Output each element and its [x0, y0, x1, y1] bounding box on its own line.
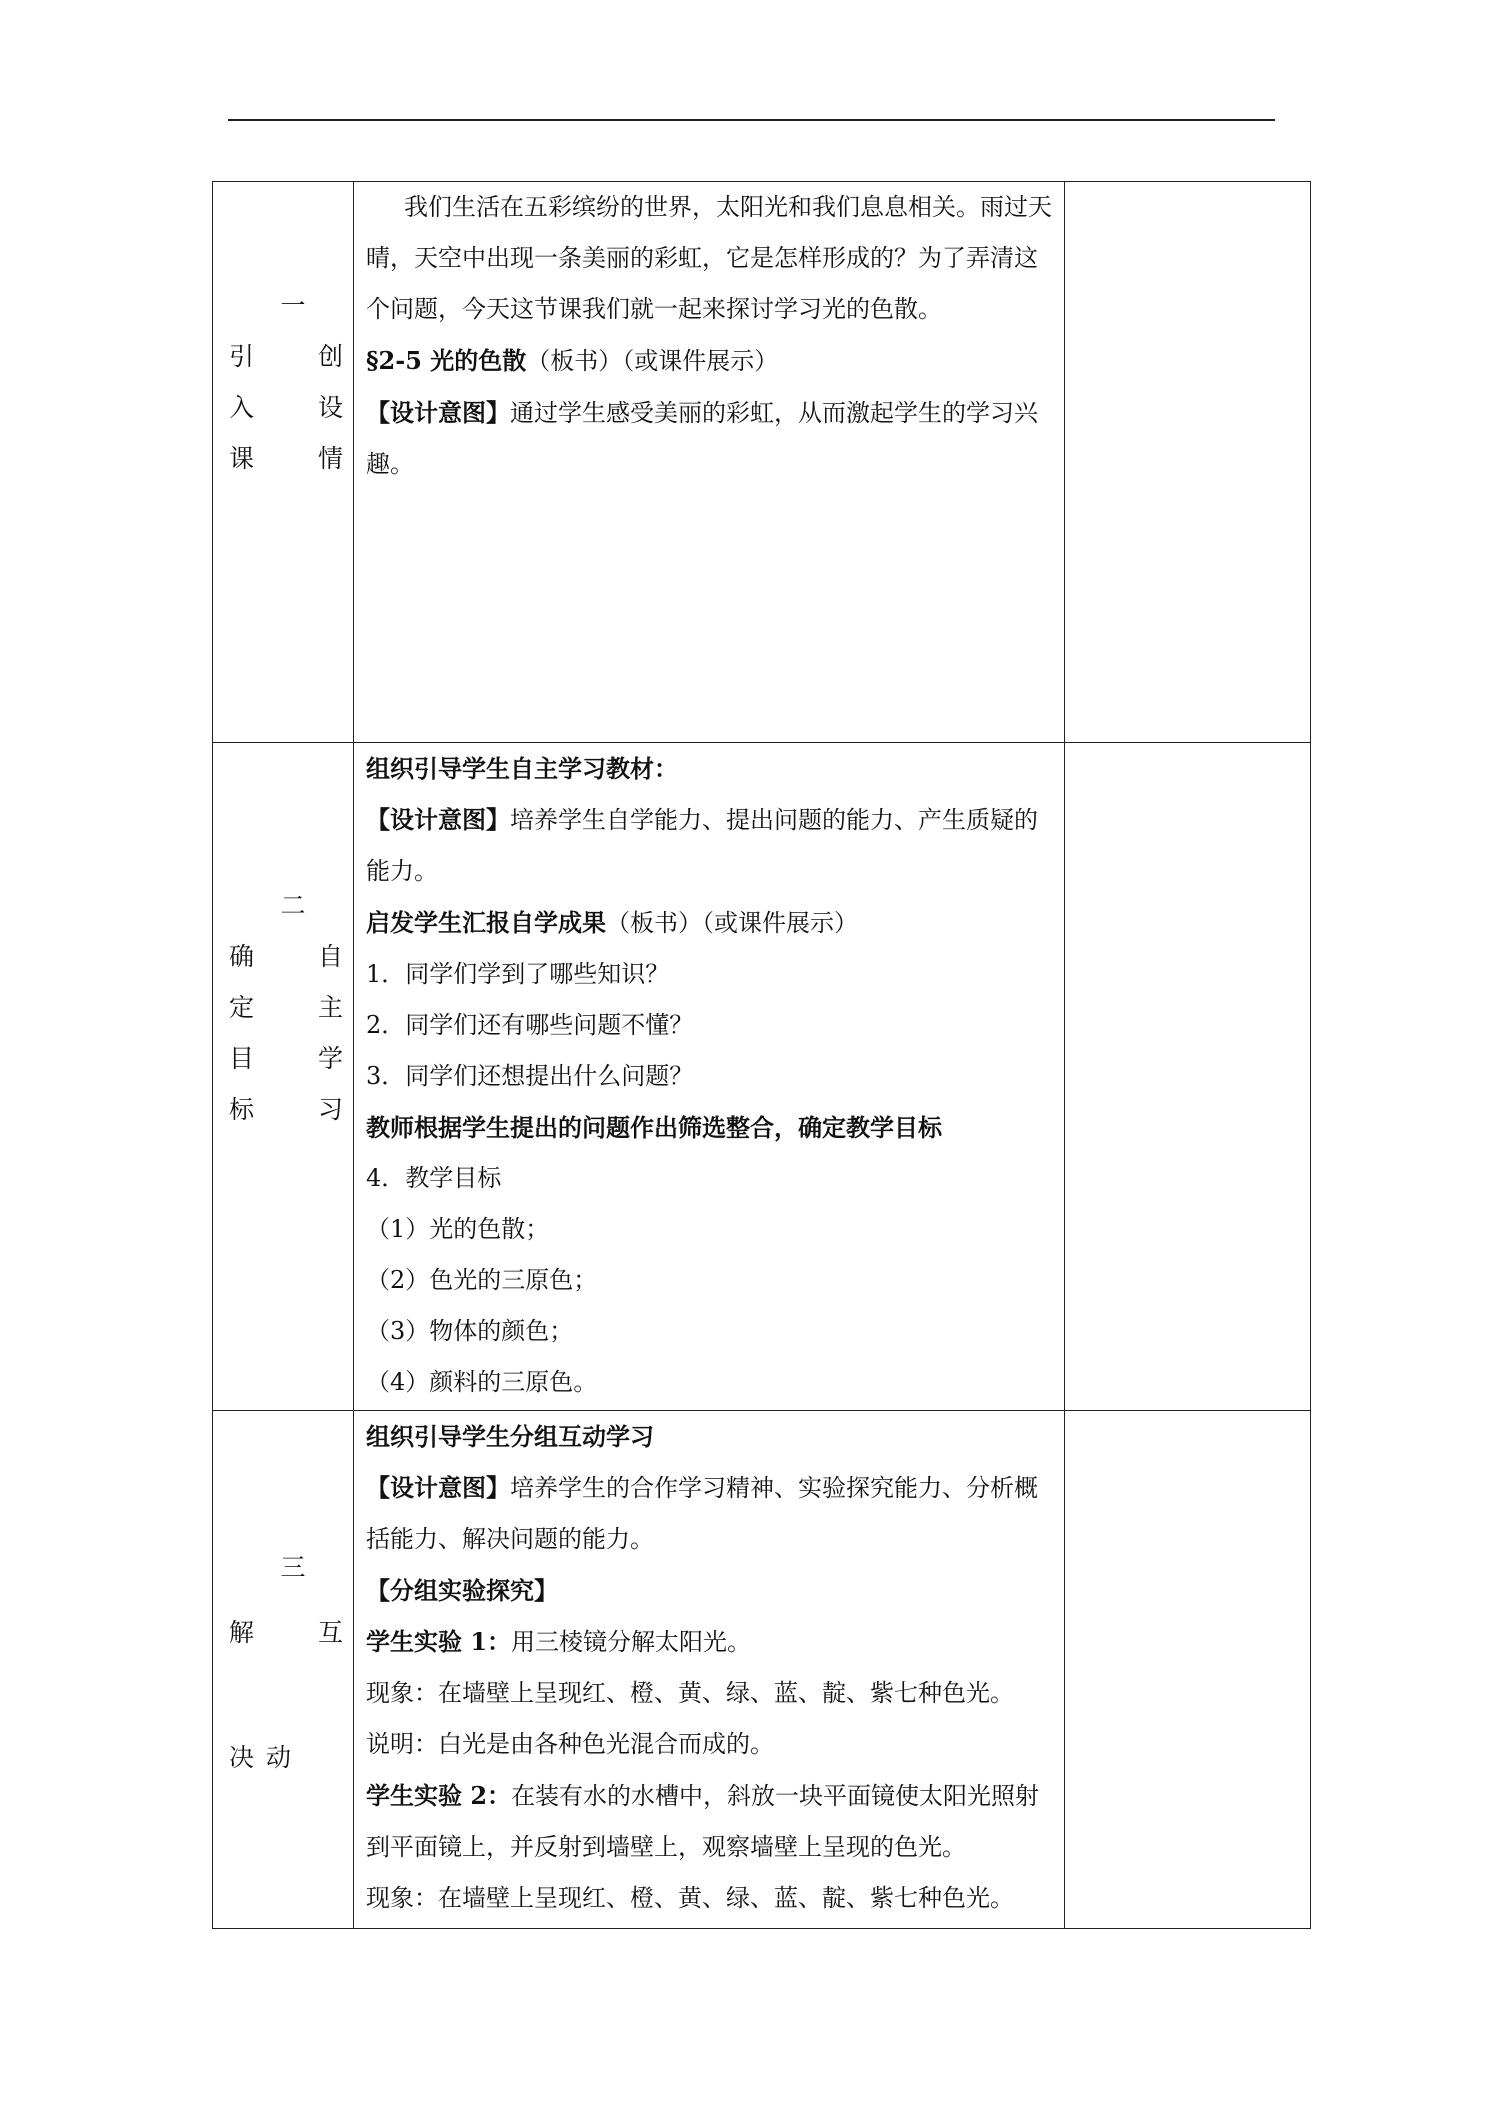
goal-item: （2）色光的三原色；: [366, 1266, 598, 1294]
intent-text: 培养学生自学能力、提出问题的能力、产生质疑的能力。: [366, 806, 1038, 885]
experiment-1-label: 学生实验 1：: [366, 1627, 512, 1656]
intent-label: 【设计意图】: [366, 805, 510, 834]
stage-label-cell: [213, 182, 354, 743]
notes-cell: [1065, 1411, 1311, 1929]
goal-item: （4）颜料的三原色。: [366, 1368, 598, 1396]
experiment-2-label: 学生实验 2：: [366, 1781, 512, 1810]
section-suffix: （板书）（或课件展示）: [526, 347, 779, 375]
experiment-1-explanation: 说明：白光是由各种色光混合而成的。: [366, 1730, 774, 1758]
stage-label-cell: [213, 743, 354, 1411]
stage-label-line: 入 设: [229, 393, 343, 422]
experiment-1-text: 用三棱镜分解太阳光。: [511, 1628, 752, 1656]
stage-number: 一: [280, 291, 306, 320]
report-suffix: （板书）（或课件展示）: [606, 909, 858, 937]
intent-text: 通过学生感受美丽的彩虹，从而激起学生的学习兴趣。: [366, 399, 1038, 478]
goal-item: （3）物体的颜色；: [366, 1317, 574, 1345]
experiment-1: [366, 1616, 1054, 1668]
stage-label-line: 定 主: [229, 993, 343, 1022]
self-study-heading: 组织引导学生自主学习教材：: [366, 754, 678, 783]
stage-number: 三: [280, 1553, 306, 1582]
teacher-line: 教师根据学生提出的问题作出筛选整合，确定教学目标: [366, 1113, 942, 1142]
stage-label-line: 解 互: [229, 1618, 343, 1647]
experiment-1-phenomenon: 现象：在墙壁上呈现红、橙、黄、绿、蓝、靛、紫七种色光。: [366, 1679, 1014, 1707]
intent-label: 【设计意图】: [366, 398, 510, 427]
stage-label-line: 引 创: [229, 342, 343, 371]
group-experiment-title: 【分组实验探究】: [366, 1576, 558, 1605]
question-item: 3．同学们还想提出什么问题？: [366, 1062, 694, 1090]
section-title-line: [366, 335, 1054, 387]
notes-cell: [1065, 182, 1311, 743]
experiment-2-text: 在装有水的水槽中，斜放一块平面镜使太阳光照射到平面镜上，并反射到墙壁上，观察墙壁上呈现的色光。: [366, 1782, 1040, 1861]
section-title: §2-5 光的色散: [366, 346, 527, 375]
design-intent: [366, 794, 1054, 897]
question-item: 1．同学们学到了哪些知识？: [366, 960, 670, 988]
design-intent: [366, 387, 1054, 490]
goals-title: 4．教学目标: [366, 1164, 502, 1192]
stage-label-line: 确 自: [229, 942, 343, 971]
question-item: 2．同学们还有哪些问题不懂？: [366, 1011, 694, 1039]
stage-label-cell: [213, 1411, 354, 1929]
intent-label: 【设计意图】: [366, 1473, 510, 1502]
design-intent: [366, 1462, 1054, 1565]
table-row-self-study: [213, 743, 1311, 1411]
goal-item: （1）光的色散；: [366, 1215, 550, 1243]
group-heading: 组织引导学生分组互动学习: [366, 1422, 654, 1451]
experiment-2: [366, 1770, 1054, 1873]
content-cell: [354, 182, 1065, 743]
header-rule: [228, 119, 1275, 121]
stage-label-line: 目 学: [229, 1044, 343, 1073]
stage-label-line: 决 动: [229, 1743, 292, 1772]
lesson-plan-table: [212, 181, 1311, 1929]
stage-label-line: 标 习: [229, 1095, 343, 1124]
stage-label-line: 课 情: [229, 444, 343, 473]
content-cell: [354, 743, 1065, 1411]
report-line: [366, 897, 1054, 949]
report-bold: 启发学生汇报自学成果: [366, 908, 606, 937]
stage-number: 二: [280, 891, 306, 920]
notes-cell: [1065, 743, 1311, 1411]
table-row-group-interaction: [213, 1411, 1311, 1929]
content-cell: [354, 1411, 1065, 1929]
table-row-intro: [213, 182, 1311, 743]
intro-paragraph: 我们生活在五彩缤纷的世界，太阳光和我们息息相关。雨过天晴，天空中出现一条美丽的彩虹，它是怎样形成的？为了弄清这个问题，今天这节课我们就一起来探讨学习光的色散。: [366, 193, 1052, 323]
intent-text: 培养学生的合作学习精神、实验探究能力、分析概括能力、解决问题的能力。: [366, 1474, 1038, 1553]
experiment-2-phenomenon: 现象：在墙壁上呈现红、橙、黄、绿、蓝、靛、紫七种色光。: [366, 1884, 1014, 1912]
